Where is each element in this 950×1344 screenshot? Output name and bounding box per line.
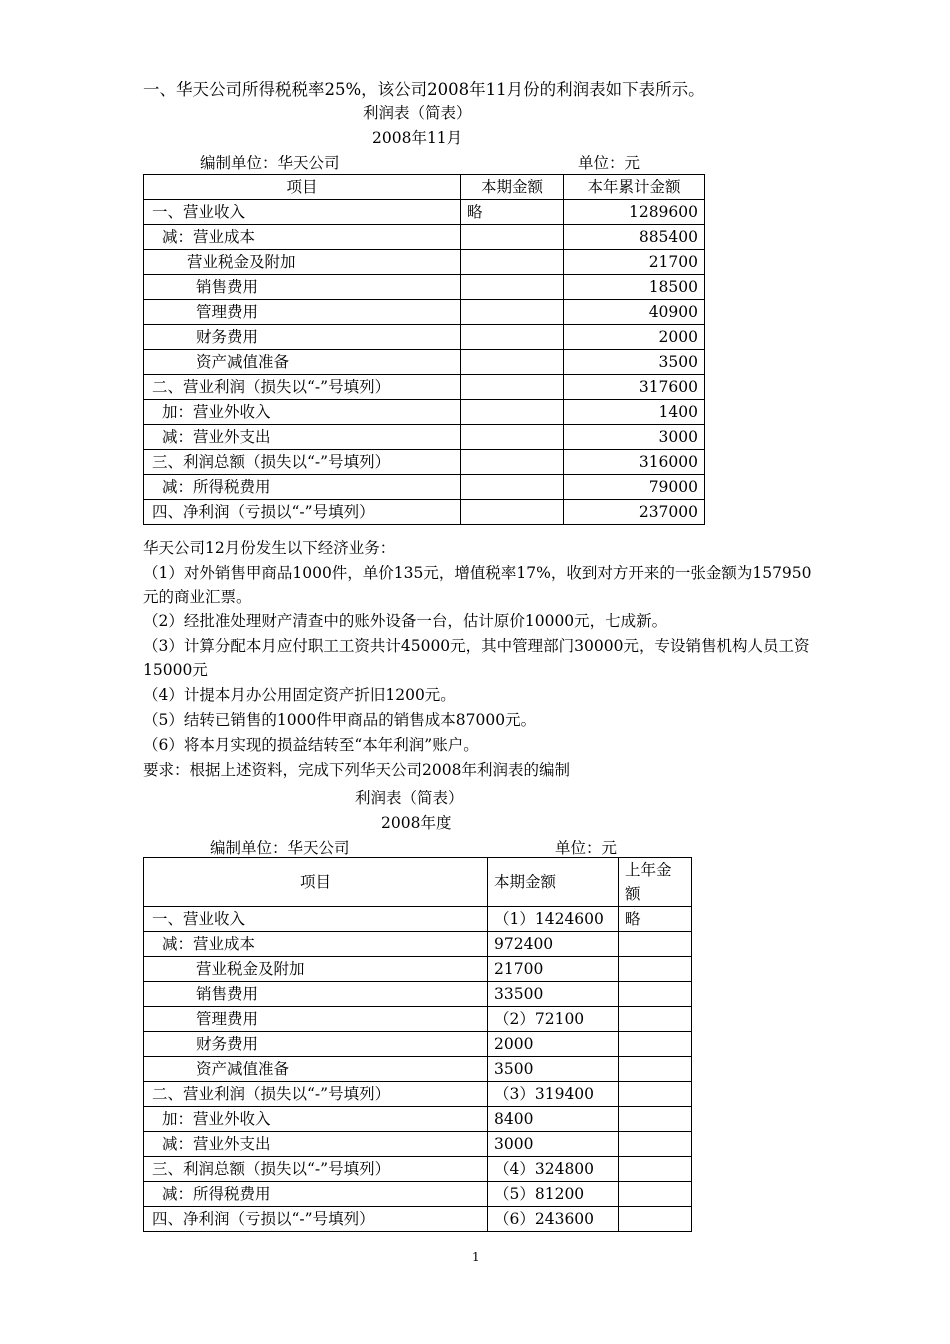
row-current: 2000 bbox=[488, 1032, 619, 1057]
row-ytd: 1289600 bbox=[564, 200, 705, 225]
table2-unit-left: 编制单位：华天公司 bbox=[210, 839, 350, 857]
row-current: （5）81200 bbox=[488, 1182, 619, 1207]
row-label: 一、营业收入 bbox=[144, 200, 461, 225]
table-row bbox=[144, 350, 705, 375]
row-current: （4）324800 bbox=[488, 1157, 619, 1182]
business-item-5: （5）结转已销售的1000件甲商品的销售成本87000元。 bbox=[143, 711, 537, 729]
row-prior bbox=[619, 1032, 692, 1057]
table-row bbox=[144, 400, 705, 425]
table-row bbox=[144, 200, 705, 225]
row-ytd: 2000 bbox=[564, 325, 705, 350]
row-prior: 略 bbox=[619, 907, 692, 932]
row-current: 21700 bbox=[488, 957, 619, 982]
row-current bbox=[461, 350, 564, 375]
business-item-6: （6）将本月实现的损益结转至“本年利润”账户。 bbox=[143, 736, 479, 754]
row-ytd: 3500 bbox=[564, 350, 705, 375]
header-prior-year: 上年金额 bbox=[619, 858, 692, 907]
table-row bbox=[144, 1132, 692, 1157]
row-ytd: 21700 bbox=[564, 250, 705, 275]
row-prior bbox=[619, 957, 692, 982]
profit-table-annual bbox=[143, 857, 692, 1232]
table-row bbox=[144, 1057, 692, 1082]
business-item-1: （1）对外销售甲商品1000件，单价135元，增值税率17%，收到对方开来的一张金额为157950元的商业汇票。 bbox=[143, 564, 812, 606]
header-current: 本期金额 bbox=[461, 175, 564, 200]
row-ytd: 40900 bbox=[564, 300, 705, 325]
table-row bbox=[144, 450, 705, 475]
row-prior bbox=[619, 1132, 692, 1157]
table-row bbox=[144, 425, 705, 450]
row-current: 3500 bbox=[488, 1057, 619, 1082]
table-row bbox=[144, 475, 705, 500]
row-prior bbox=[619, 1107, 692, 1132]
row-label: 管理费用 bbox=[144, 1007, 488, 1032]
table-row bbox=[144, 225, 705, 250]
table-row bbox=[144, 1032, 692, 1057]
row-current: （6）243600 bbox=[488, 1207, 619, 1232]
row-prior bbox=[619, 982, 692, 1007]
row-current bbox=[461, 275, 564, 300]
business-item-2: （2）经批准处理财产清查中的账外设备一台，估计原价10000元，七成新。 bbox=[143, 612, 668, 630]
row-current: 972400 bbox=[488, 932, 619, 957]
row-label: 资产减值准备 bbox=[144, 350, 461, 375]
row-prior bbox=[619, 932, 692, 957]
table1-period: 2008年11月 bbox=[372, 129, 463, 147]
row-current bbox=[461, 250, 564, 275]
table-row bbox=[144, 275, 705, 300]
row-label: 营业税金及附加 bbox=[144, 957, 488, 982]
table-row bbox=[144, 907, 692, 932]
table-row bbox=[144, 982, 692, 1007]
row-label: 三、利润总额（损失以“-”号填列） bbox=[144, 450, 461, 475]
row-label: 三、利润总额（损失以“-”号填列） bbox=[144, 1157, 488, 1182]
table-row bbox=[144, 1107, 692, 1132]
header-current: 本期金额 bbox=[488, 858, 619, 907]
row-label: 减：营业外支出 bbox=[144, 1132, 488, 1157]
table-header-row bbox=[144, 858, 692, 907]
header-item: 项目 bbox=[144, 175, 461, 200]
table-row bbox=[144, 500, 705, 525]
row-label: 财务费用 bbox=[144, 325, 461, 350]
row-current: （1）1424600 bbox=[488, 907, 619, 932]
table-row bbox=[144, 932, 692, 957]
row-current: 3000 bbox=[488, 1132, 619, 1157]
table-row bbox=[144, 1182, 692, 1207]
row-current: 略 bbox=[461, 200, 564, 225]
row-label: 加：营业外收入 bbox=[144, 1107, 488, 1132]
business-item-4: （4）计提本月办公用固定资产折旧1200元。 bbox=[143, 686, 456, 704]
profit-table-november bbox=[143, 174, 705, 525]
table-row bbox=[144, 375, 705, 400]
table-row bbox=[144, 325, 705, 350]
row-prior bbox=[619, 1207, 692, 1232]
row-label: 财务费用 bbox=[144, 1032, 488, 1057]
business-item-3: （3）计算分配本月应付职工工资共计45000元，其中管理部门30000元，专设销售机构人员工资15000元 bbox=[143, 637, 810, 679]
row-prior bbox=[619, 1157, 692, 1182]
row-current: 8400 bbox=[488, 1107, 619, 1132]
row-ytd: 316000 bbox=[564, 450, 705, 475]
row-ytd: 18500 bbox=[564, 275, 705, 300]
row-ytd: 1400 bbox=[564, 400, 705, 425]
table-row bbox=[144, 250, 705, 275]
row-current bbox=[461, 375, 564, 400]
row-ytd: 317600 bbox=[564, 375, 705, 400]
row-current: （2）72100 bbox=[488, 1007, 619, 1032]
row-label: 四、净利润（亏损以“-”号填列） bbox=[144, 1207, 488, 1232]
row-label: 减：营业成本 bbox=[144, 932, 488, 957]
row-label: 营业税金及附加 bbox=[144, 250, 461, 275]
row-current bbox=[461, 450, 564, 475]
requirement-text: 要求：根据上述资料，完成下列华天公司2008年利润表的编制 bbox=[143, 761, 570, 779]
page-number: 1 bbox=[472, 1250, 480, 1264]
row-current bbox=[461, 425, 564, 450]
row-label: 四、净利润（亏损以“-”号填列） bbox=[144, 500, 461, 525]
row-current: 33500 bbox=[488, 982, 619, 1007]
row-label: 管理费用 bbox=[144, 300, 461, 325]
business-intro: 华天公司12月份发生以下经济业务： bbox=[143, 539, 396, 557]
row-prior bbox=[619, 1057, 692, 1082]
row-current bbox=[461, 400, 564, 425]
table-row bbox=[144, 1207, 692, 1232]
table-header-row bbox=[144, 175, 705, 200]
row-current bbox=[461, 475, 564, 500]
row-prior bbox=[619, 1082, 692, 1107]
row-label: 一、营业收入 bbox=[144, 907, 488, 932]
row-current bbox=[461, 325, 564, 350]
table-row bbox=[144, 957, 692, 982]
header-item: 项目 bbox=[144, 858, 488, 907]
row-ytd: 237000 bbox=[564, 500, 705, 525]
table2-unit-right: 单位：元 bbox=[555, 839, 618, 857]
row-label: 二、营业利润（损失以“-”号填列） bbox=[144, 375, 461, 400]
table2-title: 利润表（简表） bbox=[355, 789, 464, 807]
row-label: 减：所得税费用 bbox=[144, 1182, 488, 1207]
row-label: 销售费用 bbox=[144, 982, 488, 1007]
table1-title: 利润表（简表） bbox=[363, 104, 472, 122]
document-heading: 一、华天公司所得税税率25%，该公司2008年11月份的利润表如下表所示。 bbox=[143, 80, 705, 99]
row-label: 减：营业外支出 bbox=[144, 425, 461, 450]
header-ytd: 本年累计金额 bbox=[564, 175, 705, 200]
table2-period: 2008年度 bbox=[381, 814, 452, 832]
table1-unit-right: 单位：元 bbox=[578, 154, 641, 172]
row-current bbox=[461, 500, 564, 525]
table-row bbox=[144, 300, 705, 325]
row-ytd: 885400 bbox=[564, 225, 705, 250]
row-label: 二、营业利润（损失以“-”号填列） bbox=[144, 1082, 488, 1107]
row-ytd: 79000 bbox=[564, 475, 705, 500]
row-label: 加：营业外收入 bbox=[144, 400, 461, 425]
row-label: 销售费用 bbox=[144, 275, 461, 300]
row-ytd: 3000 bbox=[564, 425, 705, 450]
row-label: 资产减值准备 bbox=[144, 1057, 488, 1082]
row-current bbox=[461, 300, 564, 325]
table1-unit-left: 编制单位：华天公司 bbox=[200, 154, 340, 172]
table-row bbox=[144, 1007, 692, 1032]
row-label: 减：营业成本 bbox=[144, 225, 461, 250]
row-prior bbox=[619, 1007, 692, 1032]
row-current bbox=[461, 225, 564, 250]
row-current: （3）319400 bbox=[488, 1082, 619, 1107]
table-row bbox=[144, 1082, 692, 1107]
row-label: 减：所得税费用 bbox=[144, 475, 461, 500]
table-row bbox=[144, 1157, 692, 1182]
row-prior bbox=[619, 1182, 692, 1207]
